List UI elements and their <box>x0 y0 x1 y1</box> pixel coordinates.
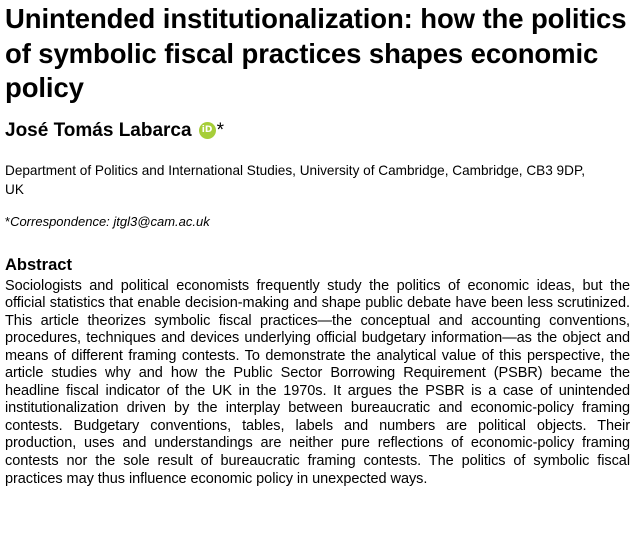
correspondence-mark: * <box>5 213 11 229</box>
abstract-heading: Abstract <box>5 255 72 274</box>
correspondence <box>5 213 630 230</box>
orcid-icon[interactable]: iD <box>199 122 216 139</box>
author-correspondence-mark: * <box>216 119 224 141</box>
abstract-text: Sociologists and political economists frequently study the politics of economic ideas, but the official statistics that enable decision-making and shape public debate have been less scrutinized. This article theorizes symbolic fiscal practices—the conceptual and accounting conventions, procedures, techniques and devices underlying official budgetary information—as the object and means of different framing contests. To demonstrate the analytical value of this perspective, the article studies why and how the Public Sector Borrowing Requirement (PSBR) became the headline fiscal indicator of the UK in the 1970s. It argues the PSBR is a case of unintended institutionalization driven by the interplay between bureaucratic and economic-policy framing contests. Budgetary conventions, tables, labels and numbers are political objects. Their production, uses and understandings are neither pure reflections of economic-policy framing contests nor the sole result of bureaucratic framing contests. The politics of symbolic fiscal practices may thus influence economic policy in unexpected ways. <box>5 277 630 487</box>
article-page <box>5 0 630 488</box>
article-title: Unintended institutionalization: how the politics of symbolic fiscal practices shapes economic policy <box>5 3 627 103</box>
author-affiliation: Department of Politics and International Studies, University of Cambridge, Cambridge, CB3 9DP, UK <box>5 162 586 197</box>
author-name[interactable]: José Tomás Labarca <box>5 119 192 141</box>
author-line <box>5 119 630 143</box>
correspondence-email[interactable]: jtgl3@cam.ac.uk <box>113 213 210 229</box>
correspondence-label: Correspondence: <box>10 213 110 229</box>
